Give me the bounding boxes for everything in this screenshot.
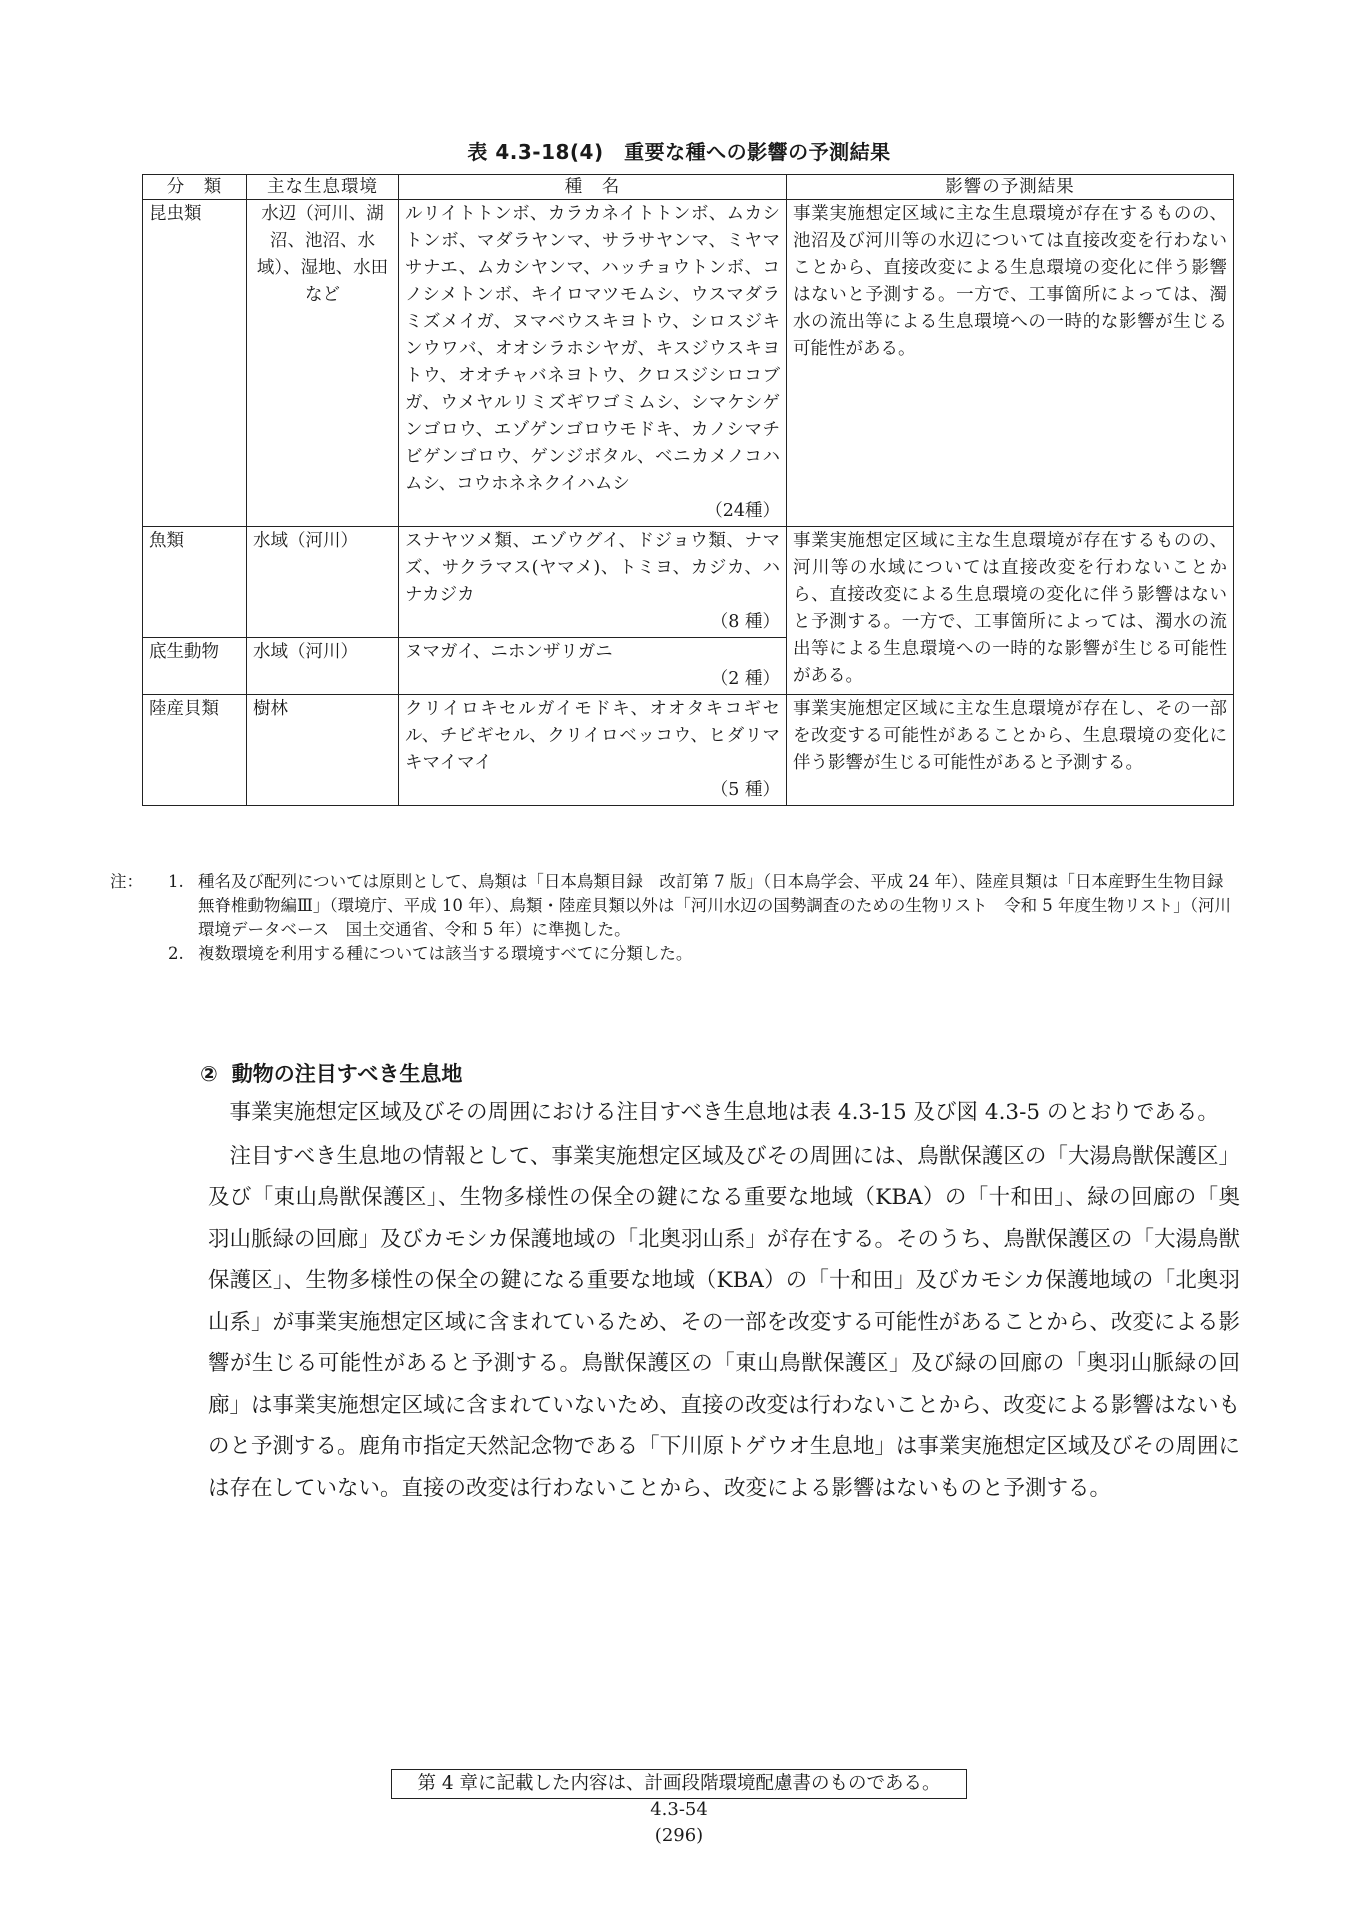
header-category: 分 類 [143, 175, 247, 200]
habitat-cell: 樹林 [247, 695, 399, 806]
paragraph: 注目すべき生息地の情報として、事業実施想定区域及びその周囲には、鳥獣保護区の「大湯鳥獣保護区」及び「東山鳥獣保護区」、生物多様性の保全の鍵になる重要な地域（KBA）の「十和田」、緑の回廊の「奥羽山脈緑の回廊」及びカモシカ保護地域の「北奥羽山系」が存在する。そのうち、鳥獣保護区の「大湯鳥獣保護区」、生物多様性の保全の鍵になる重要な地域（KBA）の「十和田」及びカモシカ保護地域の「北奥羽山系」が事業実施想定区域に含まれているため、その一部を改変する可能性があることから、改変による影響が生じる可能性があると予測する。鳥獣保護区の「東山鳥獣保護区」及び緑の回廊の「奥羽山脈緑の回廊」は事業実施想定区域に含まれていないため、直接の改変は行わないことから、改変による影響はないものと予測する。鹿角市指定天然記念物である「下川原トゲウオ生息地」は事業実施想定区域及びその周囲には存在していない。直接の改変は行わないことから、改変による影響はないものと予測する。 [208, 1143, 1241, 1501]
species-cell [399, 200, 787, 527]
note-number: 2. [168, 944, 184, 963]
paragraph: 事業実施想定区域及びその周囲における注目すべき生息地は表 4.3-15 及び図 4.3-5 のとおりである。 [229, 1100, 1219, 1125]
section-title: 動物の注目すべき生息地 [231, 1062, 463, 1086]
table-row [143, 200, 1234, 527]
species-list: クリイロキセルガイモドキ、オオタキコギセル、チビギセル、クリイロベッコウ、ヒダリマキマイマイ [405, 699, 780, 773]
table-title: 表 4.3-18(4) 重要な種への影響の予測結果 [467, 140, 891, 164]
section-heading [200, 1058, 462, 1088]
category-cell: 底生動物 [143, 638, 247, 695]
category-cell: 魚類 [143, 527, 247, 638]
species-cell [399, 695, 787, 806]
category-cell: 昆虫類 [143, 200, 247, 527]
result-cell: 事業実施想定区域に主な生息環境が存在するものの、河川等の水域については直接改変を行わないことから、直接改変による生息環境の変化に伴う影響はないと予測する。一方で、工事箇所によっては、濁水の流出等による生息環境への一時的な影響が生じる可能性がある。 [787, 527, 1234, 695]
species-count: （2 種） [710, 669, 780, 689]
note-item [110, 942, 1240, 966]
species-cell [399, 638, 787, 695]
page-number-total: (296) [654, 1825, 704, 1846]
species-count: （8 種） [710, 612, 780, 632]
note-lead: 注： [110, 872, 143, 891]
header-species: 種 名 [399, 175, 787, 200]
header-habitat: 主な生息環境 [247, 175, 399, 200]
note-text: 種名及び配列については原則として、鳥類は「日本鳥類目録 改訂第 7 版」（日本鳥学会、平成 24 年）、陸産貝類は「日本産野生生物目録 無脊椎動物編Ⅲ」（環境庁、平成 10 年）、鳥類・陸産貝類以外は「河川水辺の国勢調査のための生物リスト 令和 5 年度生物リスト」（河川環境データベース 国土交通省、令和 5 年）に準拠した。 [198, 872, 1240, 939]
species-list: ルリイトトンボ、カラカネイトトンボ、ムカシトンボ、マダラヤンマ、サラサヤンマ、ミヤマサナエ、ムカシヤンマ、ハッチョウトンボ、コノシメトンボ、キイロマツモムシ、ウスマダラミズメイガ、ヌマベウスキヨトウ、シロスジキンウワバ、オオシラホシヤガ、キスジウスキヨトウ、オオチャバネヨトウ、クロスジシロコブガ、ウメヤルリミズギワゴミムシ、シマケシゲンゴロウ、エゾゲンゴロウモドキ、カノシマチビゲンゴロウ、ゲンジボタル、ベニカメノコハムシ、コウホネネクイハムシ [405, 204, 780, 494]
category-cell: 陸産貝類 [143, 695, 247, 806]
table-row [143, 527, 1234, 638]
table-notes [110, 870, 1240, 966]
habitat-cell: 水域（河川） [247, 527, 399, 638]
result-cell: 事業実施想定区域に主な生息環境が存在し、その一部を改変する可能性があることから、生息環境の変化に伴う影響が生じる可能性があると予測する。 [787, 695, 1234, 806]
section-number: ② [200, 1062, 218, 1086]
note-item [110, 870, 1240, 942]
species-list: ヌマガイ、ニホンザリガニ [405, 642, 613, 662]
species-count: （24種） [705, 501, 780, 521]
footer-notice-box: 第 4 章に記載した内容は、計画段階環境配慮書のものである。 [391, 1769, 967, 1799]
species-impact-table [142, 174, 1234, 806]
note-number: 1. [168, 872, 184, 891]
table-header-row [143, 175, 1234, 200]
note-text: 複数環境を利用する種については該当する環境すべてに分類した。 [198, 944, 693, 963]
species-cell [399, 527, 787, 638]
species-list: スナヤツメ類、エゾウグイ、ドジョウ類、ナマズ、サクラマス(ヤマメ)、トミヨ、カジカ、ハナカジカ [405, 531, 780, 605]
body-text [208, 1092, 1240, 1511]
species-count: （5 種） [710, 780, 780, 800]
page-number: 4.3-54 [650, 1799, 708, 1820]
note-lead-spacer [110, 942, 168, 966]
header-result: 影響の予測結果 [787, 175, 1234, 200]
habitat-cell: 水域（河川） [247, 638, 399, 695]
table-row [143, 695, 1234, 806]
habitat-cell: 水辺（河川、湖沼、池沼、水域）、湿地、水田など [247, 200, 399, 527]
result-cell: 事業実施想定区域に主な生息環境が存在するものの、池沼及び河川等の水辺については直接改変を行わないことから、直接改変による生息環境の変化に伴う影響はないと予測する。一方で、工事箇所によっては、濁水の流出等による生息環境への一時的な影響が生じる可能性がある。 [787, 200, 1234, 527]
